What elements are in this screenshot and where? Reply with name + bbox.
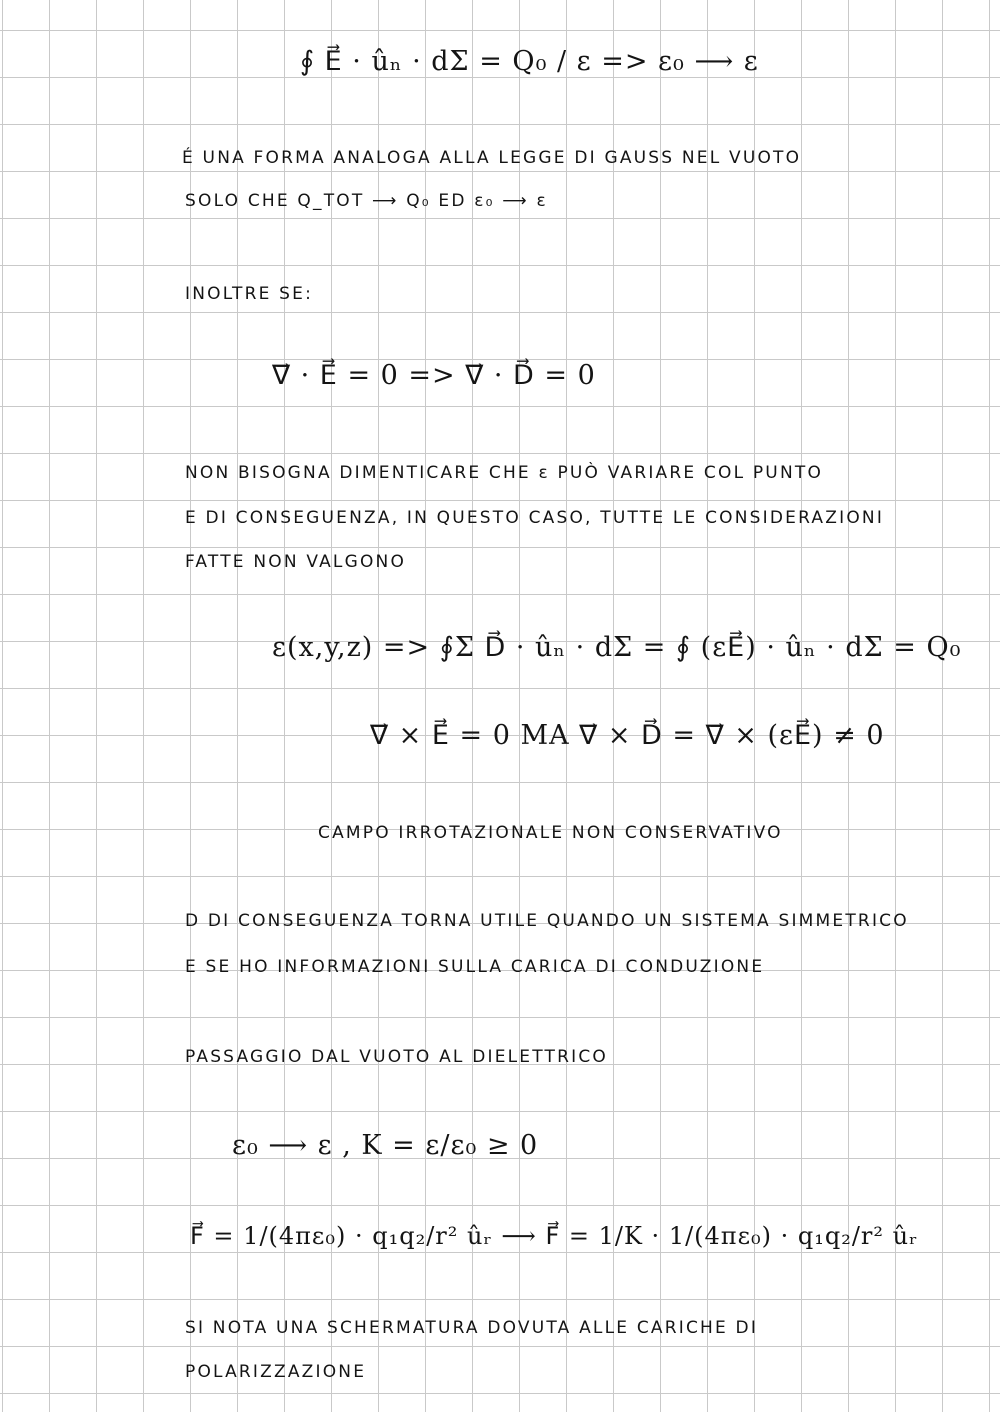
curl-equation: ∇⃗ × E⃗ = 0 MA ∇⃗ × D⃗ = ∇⃗ × (εE⃗) ≠ 0 <box>370 720 885 751</box>
note-line: NON BISOGNA DIMENTICARE CHE ε PUÒ VARIARE COL PUNTO <box>185 463 824 483</box>
permittivity-relation: ε₀ ⟶ ε , K = ε/ε₀ ≥ 0 <box>232 1130 539 1161</box>
note-line: E DI CONSEGUENZA, IN QUESTO CASO, TUTTE LE CONSIDERAZIONI <box>185 508 885 528</box>
divergence-equation: ∇⃗ · E⃗ = 0 => ∇⃗ · D⃗ = 0 <box>272 360 596 391</box>
note-line: SOLO CHE Q_TOT ⟶ Q₀ ED ε₀ ⟶ ε <box>185 191 548 211</box>
note-line: INOLTRE SE: <box>185 284 314 304</box>
note-line: É UNA FORMA ANALOGA ALLA LEGGE DI GAUSS NEL VUOTO <box>182 148 802 168</box>
note-line: POLARIZZAZIONE <box>185 1362 367 1382</box>
note-line: FATTE NON VALGONO <box>185 552 407 572</box>
flux-of-d-equation: ε(x,y,z) => ∮Σ D⃗ · ûₙ · dΣ = ∮ (εE⃗) · ûₙ · dΣ = Q₀ <box>272 632 962 663</box>
note-line: D DI CONSEGUENZA TORNA UTILE QUANDO UN SISTEMA SIMMETRICO <box>185 911 909 931</box>
coulomb-force-equation: F⃗ = 1/(4πε₀) · q₁q₂/r² ûᵣ ⟶ F⃗ = 1/K · 1/(4πε₀) · q₁q₂/r² ûᵣ <box>190 1222 919 1250</box>
note-line: E SE HO INFORMAZIONI SULLA CARICA DI CONDUZIONE <box>185 957 765 977</box>
gauss-dielectric-equation: ∮ E⃗ · ûₙ · dΣ = Q₀ / ε => ε₀ ⟶ ε <box>300 46 759 77</box>
note-line: PASSAGGIO DAL VUOTO AL DIELETTRICO <box>185 1047 608 1067</box>
note-line: SI NOTA UNA SCHERMATURA DOVUTA ALLE CARICHE DI <box>185 1318 759 1338</box>
note-line: CAMPO IRROTAZIONALE NON CONSERVATIVO <box>318 823 783 843</box>
